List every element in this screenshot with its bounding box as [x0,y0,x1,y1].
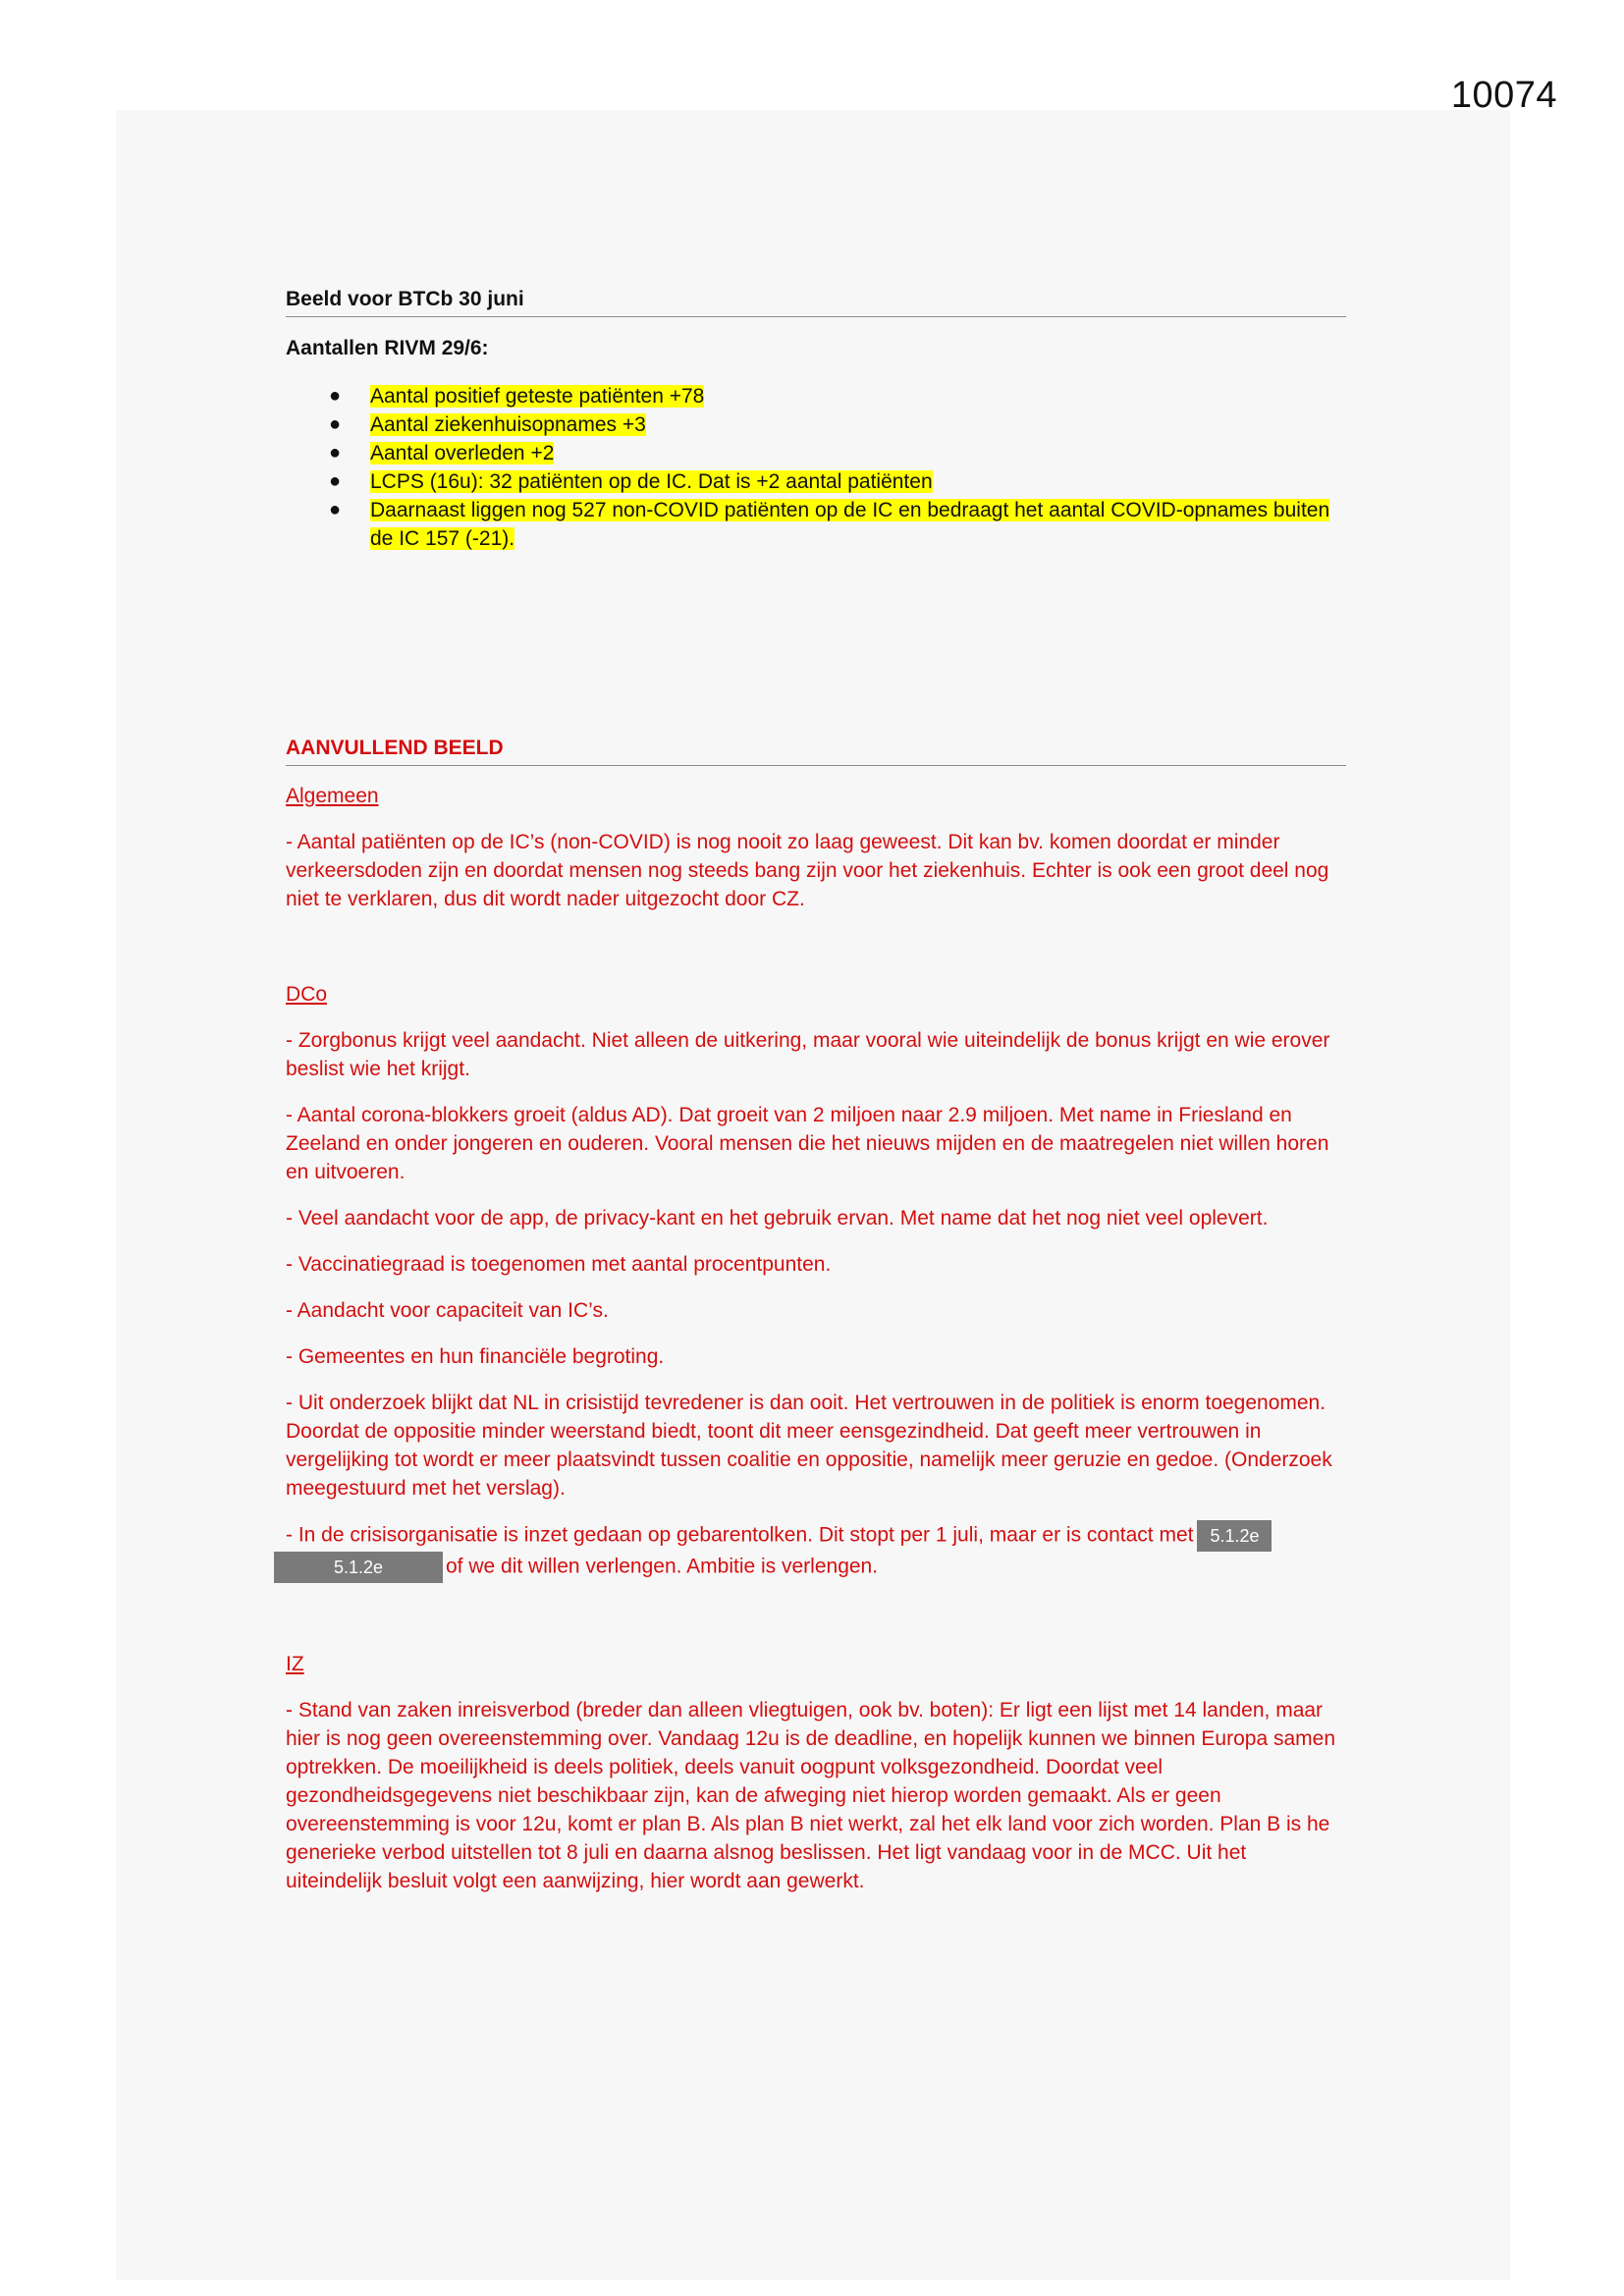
redacted-paragraph-text: of we dit willen verlengen. Ambitie is verlengen. [446,1555,879,1578]
redaction-box: 5.1.2e [274,1552,443,1583]
dco-paragraph: - Aantal corona-blokkers groeit (aldus AD). Dat groeit van 2 miljoen naar 2.9 miljoen. Met name in Friesland en Zeeland en onder jongeren en ouderen. Vooral mensen die het nieuws mijden en de maatregelen niet willen horen en uitvoeren. [286,1104,1329,1183]
bullet-icon: ● [329,413,342,435]
redacted-paragraph-text: - In de crisisorganisatie is inzet gedaan op gebarentolken. Dit stopt per 1 juli, maar er is contact met [286,1523,1194,1547]
dco-paragraph: - Vaccinatiegraad is toegenomen met aantal procentpunten. [286,1253,832,1276]
rivm-figures-list [286,382,1346,553]
section-dco-title: DCo [286,983,328,1006]
dco-paragraph: - Veel aandacht voor de app, de privacy-kant en het gebruik ervan. Met name dat het nog niet veel oplevert. [286,1207,1269,1230]
list-item [286,410,1346,439]
bullet-icon: ● [329,442,342,464]
iz-paragraph: - Stand van zaken inreisverbod (breder dan alleen vliegtuigen, ook bv. boten): Er ligt een lijst met 14 landen, maar hier is nog geen overeenstemming over. Vandaag 12u is de deadline, en hopelijk kunnen we binnen Europa samen optrekken. De moeilijkheid is deels politiek, deels vanuit oogpunt volksgezondheid. Doordat veel gezondheidsgegevens niet beschikbaar zijn, kan de afweging niet hierop worden gemaakt. Als er geen overeenstemming is voor 12u, komt er plan B. Als plan B niet werkt, zal het elk land voor zich worden. Plan B is he generieke verbod uitstellen tot 8 juli en daarna alsnog beslissen. Het ligt vandaag voor in de MCC. Uit het uiteindelijk besluit volgt een aanwijzing, hier wordt aan gewerkt. [286,1699,1336,1892]
aanvullend-beeld-heading: AANVULLEND BEELD [286,734,1346,766]
dco-paragraph: - Zorgbonus krijgt veel aandacht. Niet alleen de uitkering, maar vooral wie uiteindelijk de bonus krijgt en wie erover beslist wie het krijgt. [286,1029,1330,1080]
algemeen-paragraph: - Aantal patiënten op de IC’s (non-COVID) is nog nooit zo laag geweest. Dit kan bv. komen doordat er minder verkeersdoden zijn en doordat mensen nog steeds bang zijn voor het ziekenhuis. Echter is ook een groot deel nog niet te verklaren, dus dit wordt nader uitgezocht door CZ. [286,831,1329,910]
redaction-box: 5.1.2e [1197,1520,1272,1552]
list-item [286,467,1346,496]
dco-paragraph: - Gemeentes en hun financiële begroting. [286,1345,665,1368]
list-item [286,496,1346,553]
bullet-text: Aantal positief geteste patiënten +78 [370,385,705,408]
bullet-text: Aantal overleden +2 [370,442,555,465]
document-number: 10074 [1450,75,1557,116]
section-iz-title: IZ [286,1653,304,1675]
document-body [286,285,1346,1895]
bullet-text: Aantal ziekenhuisopnames +3 [370,413,646,436]
dco-paragraph: - Aandacht voor capaciteit van IC’s. [286,1299,609,1322]
document-heading: Beeld voor BTCb 30 juni [286,285,1346,317]
list-item [286,439,1346,467]
list-item [286,382,1346,410]
bullet-text: Daarnaast liggen nog 527 non-COVID patiënten op de IC en bedraagt het aantal COVID-opnames buiten de IC 157 (-21). [370,499,1330,550]
bullet-text: LCPS (16u): 32 patiënten op de IC. Dat is +2 aantal patiënten [370,470,933,493]
bullet-icon: ● [329,385,342,407]
section-algemeen-title: Algemeen [286,785,379,807]
bullet-icon: ● [329,470,342,492]
rivm-subheading: Aantallen RIVM 29/6: [286,337,489,359]
dco-paragraph: - Uit onderzoek blijkt dat NL in crisistijd tevredener is dan ooit. Het vertrouwen in de politiek is enorm toegenomen. Doordat de oppositie minder weerstand biedt, toont dit meer eensgezindheid. Dat geeft meer vertrouwen in vergelijking tot wordt er meer plaatsvindt tussen coalitie en oppositie, namelijk meer geruzie en gedoe. (Onderzoek meegestuurd met het verslag). [286,1392,1332,1500]
dco-paragraph-redacted [286,1520,1346,1583]
bullet-icon: ● [329,499,342,520]
